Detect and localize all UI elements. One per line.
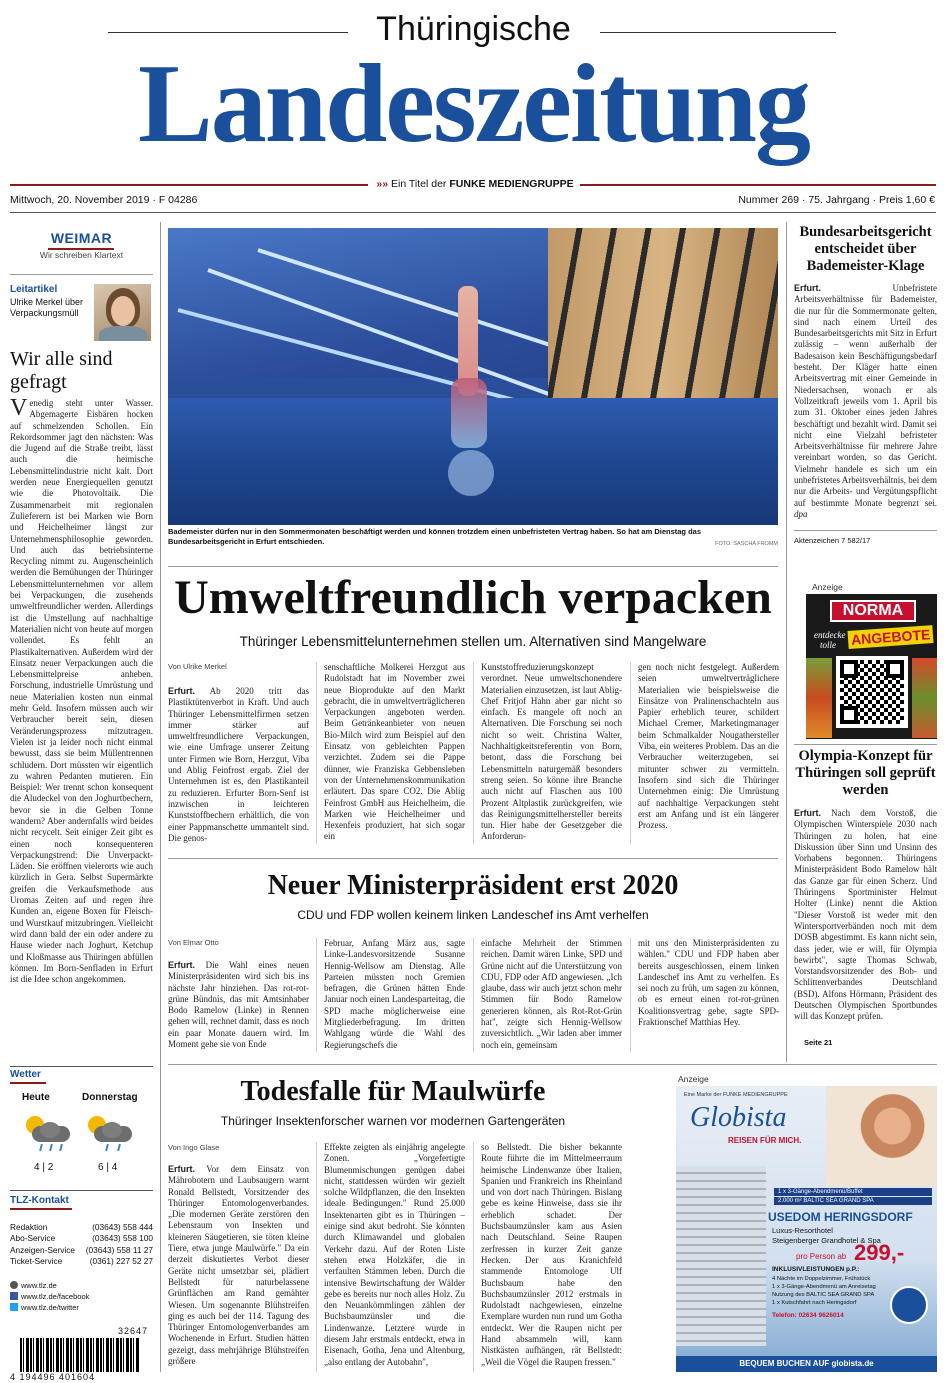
lead-col-rule-1 bbox=[316, 662, 317, 844]
second-col-3: einfache Mehrheit der Stimmen reichen. Damit wären Linke, SPD und Grüne nicht auf die Unterstützung von CDU, FDP oder AfD angewiesen. „Ich glaube, dass wir auch jetzt schon mehr Stimmen für Bodo Ramelow generieren können, als Rot-Rot-Grün hat", zeigte sich Hennig-Wellsow zuversichtlich. „Wir laden aber immer noch ein, gemeinsam bbox=[481, 938, 622, 1050]
right-story-signoff: dpa bbox=[794, 508, 808, 519]
photo-credit: FOTO: SASCHA FROMM bbox=[715, 541, 778, 547]
third-col-3: so Bellstedt. Die bisher bekannte Route führte die im Mittelmeerraum heimische Lindenwanze über Italien, Spanien und Frankreich ins Rheinland und von dort nach Thüringen. Bislang gebe es keine Hinweise, dass sie ihr erheblich schadet. Der Buchsbaumzünsler kam aus Asien nach Deutschland. Seine Raupen zerfressen in kurzer Zeit ganze Hecken. Der aus Kranichfeld stammende Entomologe Ulf Buchsbaum habe den Buchsbaumzünsler 2012 erstmals in Rudolstadt nachgewiesen, einzelne Exemplare wurden nun rund um Gotha entdeckt. Wer die Raupen nicht per Hand absammeln will, kann Nistkästen aufhängen, rät Bellstedt: „Weil die Vögel die Raupen fressen." bbox=[481, 1142, 622, 1367]
lead-col-4: gen noch nicht festgelegt. Außerdem seien umweltverträglichere Materialien wie beispielsweise die Einsätze von Pralinenschachteln aus Papier erheblich teurer, schildert Michael Cremer, Marketingmanager beim Schmalkalder Nougathersteller Viba, ein weiteres Problem. Das an die Verbraucher weiterzugeben, sei mitunter schwer zu vermitteln. Insofern sind sich die Thüringer Unternehmen einig: Die Umrüstung auf nachhaltige Verpackungen steht erst am Anfang und ist ein längerer Prozess. bbox=[638, 662, 779, 831]
web-link[interactable]: www.tlz.de bbox=[10, 1280, 89, 1291]
second-subhead: CDU und FDP wollen keinem linken Landeschef ins Amt verhelfen bbox=[297, 908, 649, 922]
globista-tagline: REISEN FÜR MICH. bbox=[728, 1136, 802, 1145]
third-top-rule bbox=[168, 1064, 937, 1065]
portrait-face bbox=[111, 296, 135, 326]
globista-logo: Globista bbox=[690, 1102, 787, 1133]
local-edition-title: WEIMAR bbox=[50, 230, 113, 246]
barcode-bottom-number: 4 194496 401604 bbox=[10, 1372, 96, 1382]
second-headline: Neuer Ministerpräsident erst 2020 bbox=[267, 870, 679, 901]
olympia-dateline: Erfurt. bbox=[794, 808, 821, 818]
leitartikel-text: enedig steht unter Wasser. Abgemagerte Eisbären hocken auf schmelzenden Schollen. Ein Rekordsommer jagt den nächsten: Was die Jugend auf die Straße treibt, lässt auch die heimische Lebensmittelindustrie nicht kalt. Dort werden neue Energiequellen genutzt wie die Photovoltaik. Die Zusammenarbeit mit regionalen Zulieferern ist bei Marken wie Born und Heichelheimer längst zur Unternehmensphilosophie geworden. Und auch das betriebsinterne Recycling nimmt zu. Augenscheinlich werden die Bemühungen der Thüringer Lebensmittelunternehmen vor allem bei Verpackungen, die zusehends umweltfreundlicher werden. Allerdings ist die Umstellung auf nachhaltige Materialien nicht von heute auf morgen vollendet. Es fehlt an Plastikalternativen. Außerdem wird der Einsatz neuer Verpackungen auch die Lebensmittelpreise anheben. Forschung, industrielle Umrüstung und neue Materialien kosten nun einmal mehr Geld. Insofern müssen auch wir Verbraucher bereit sein, diesen Veränderungsprozess mitzutragen. Vielen ist ja leider noch nicht einmal bewusst, dass sie beim Müllentrennen schludern. Dort müssten wir eigentlich zu wahren Pedanten mutieren. Ein Beispiel: Wer trennt schon konsequent die Aludeckel von den Joghurtbechern, bevor sie in die Gelben Tonne wandern? Aber andernfalls wird beides nicht recycelt. Seit einiger Zeit gibt es einen noch konsequenteren Verpackungstrend: Die Unverpackt-Läden. Sie eröffnen vielerorts wie auch kürzlich in Gera. Selbst Supermärkte greifen die Verkaufsmethode aus Uromas Zeiten auf und regen ihre Kunden an, eigene Boxen für Fleisch- und Wurstkauf mitzubringen. Vielleicht wird dann bald der ein oder andere zu Hause wieder nach Joghurt, Ketchup und Kloßmasse aus Thüringen abfüllen können. Im Born-Senfladen in Erfurt ist die Idee schon angekommen. bbox=[10, 398, 153, 985]
contact-row: Redaktion (03643) 558 444 bbox=[10, 1222, 153, 1232]
left-sidebar bbox=[10, 222, 153, 1382]
weather-temp2: 6 | 4 bbox=[98, 1162, 118, 1173]
norma-produce-right bbox=[912, 658, 937, 738]
norma-slogan-top: entdecke bbox=[814, 630, 846, 640]
right-story bbox=[794, 224, 937, 545]
lead-col-2: senschaftliche Molkerei Herzgut aus Rudolstadt hat im November zwei neue Bioprodukte auf den Markt gebracht, die in umweltverträglicheren Verpackungen angeboten werden. Beim Getränkeanbieter von neuen Bio-Milch wird zum Beispiel auf den Einsatz von gebleichten Pappen verzichtet. Zudem sei die Pappe dünner, wie Franziska Gebbensleben von der Unternehmenskommunikation erläutert. Das spare CO2. Die Ablig Feinfrost GmbH aus Heichelheim, die Marken wie Heichelheimer und Hexenfeis produziert, hat sich sogar ein bbox=[324, 662, 465, 842]
masthead-rule-red-left bbox=[10, 184, 368, 186]
contact-row: Abo-Service (03643) 558 100 bbox=[10, 1233, 153, 1244]
right-column-rule bbox=[786, 222, 787, 1062]
publisher-prefix: Ein Titel der bbox=[390, 178, 447, 190]
photo-caption-text: Bademeister dürfen nur in den Sommermonaten beschäftigt werden und können trotzdem einen unbefristeten Vertrag haben. So hat am Dienstag das Bundesarbeitsgericht in Erfurt entschieden. bbox=[168, 527, 702, 546]
contact-row: Anzeigen-Service (03643) 558 11 27 bbox=[10, 1244, 153, 1255]
twitter-icon bbox=[10, 1303, 18, 1311]
second-byline: Von Elmar Otto bbox=[168, 938, 219, 947]
globista-bullet2: 2.000 m² BALTIC SEA GRAND SPA bbox=[774, 1197, 932, 1205]
sun-cloud-rain-icon-2 bbox=[86, 1114, 136, 1154]
portrait-shoulders bbox=[99, 326, 147, 341]
globista-price: 299,- bbox=[854, 1240, 905, 1265]
issue-line: Nummer 269 · 75. Jahrgang · Preis 1,60 € bbox=[738, 194, 935, 206]
third-col-rule-1 bbox=[316, 1142, 317, 1372]
contact-row: Ticket-Service (0361) 227 52 27 bbox=[10, 1255, 153, 1266]
contact-title: TLZ-Kontakt bbox=[10, 1195, 69, 1206]
left-column-rule bbox=[160, 222, 161, 1372]
globista-incl-item: Nutzung des BALTIC SEA GRAND SPA bbox=[772, 1292, 875, 1298]
masthead bbox=[0, 0, 947, 215]
third-subhead: Thüringer Insektenforscher warnen vor modernen Gartengeräten bbox=[220, 1114, 566, 1128]
lead-headline: Umweltfreundlich verpacken bbox=[174, 571, 772, 624]
right-story-ref: Aktenzeichen 7 582/17 bbox=[794, 536, 871, 545]
publisher-name: FUNKE MEDIENGRUPPE bbox=[449, 178, 574, 190]
olympia-top-rule bbox=[794, 744, 937, 745]
second-col-rule-3 bbox=[630, 938, 631, 1052]
leitartikel-body bbox=[10, 398, 153, 1054]
leitartikel-dropcap: V bbox=[10, 398, 28, 421]
sidebar-rule-1 bbox=[10, 274, 153, 275]
lead-subhead: Thüringer Lebensmittelunternehmen stellen um. Alternativen sind Mangelware bbox=[239, 634, 707, 649]
local-edition-tagline: Wir schreiben Klartext bbox=[39, 250, 124, 260]
globista-hotel-sub2: Steigenberger Grandhotel & Spa bbox=[772, 1236, 881, 1245]
photo-diver-body bbox=[451, 378, 487, 448]
globista-ad-label: Anzeige bbox=[678, 1074, 709, 1084]
sun-cloud-rain-icon bbox=[24, 1114, 74, 1154]
second-col-1: Erfurt. Die Wahl eines neuen Ministerpräsidenten wird sich bis ins nächste Jahr hinziehen. Das rot-rot-grüne Bündnis, das mit Amtsinhaber Bodo Ramelow (Linke) in Rennen gehen will, rechnet damit, dass es noch ein paar Monate dauern wird. Im Moment gehe sie von Ende bbox=[168, 960, 309, 1050]
diving-photo bbox=[168, 228, 778, 525]
lead-top-rule bbox=[168, 566, 778, 567]
globista-ad[interactable] bbox=[676, 1086, 937, 1372]
weather-day2: Donnerstag bbox=[82, 1092, 138, 1103]
norma-ad-label: Anzeige bbox=[812, 582, 843, 592]
barcode bbox=[20, 1338, 140, 1372]
right-story-headline: Bundesarbeitsgericht entscheidet über Bademeister-Klage bbox=[799, 224, 932, 274]
norma-angebote: ANGEBOTE bbox=[847, 625, 933, 649]
weather-title-underline bbox=[10, 1082, 46, 1084]
right-story-text: Unbefristete Arbeitsverhältnisse für Bademeister, die nur für die Sommermonate gelten, sind nach einem Urteil des Bundesarbeitsgerichts mit Sitz in Erfurt zulässig – wenn außerhalb der Badesaison kein Beschäftigungsbedarf besteht. Der Kläger hatte einen Arbeitsvertrag mit einer Gemeinde in Niedersachsen, wonach er als Vollzeitkraft jeweils vom 1. April bis zum 31. Oktober eines jeden Jahres beschäftigt und bezahlt wird. Damit sei nicht eine Vielzahl befristeter Arbeitsverhältnisse für mehrere Jahre vereinbart worden, so das Gericht. Vielmehr handele es sich um ein unbefristetes Arbeitsverhältnis, bei dem nur die Arbeits- und Vergütungspflicht auf bestimmte Monate begrenzt sei. bbox=[794, 283, 937, 508]
globe-icon bbox=[10, 1281, 18, 1289]
date-line: Mittwoch, 20. November 2019 · F 04286 bbox=[10, 194, 198, 206]
barcode-top-number: 32647 bbox=[118, 1326, 149, 1336]
globista-phone: Telefon: 02634 9626014 bbox=[772, 1312, 844, 1319]
lead-col-rule-2 bbox=[473, 662, 474, 844]
contact-list bbox=[10, 1222, 153, 1267]
olympia-text: Nach dem Vorstoß, die Olympischen Winterspiele 2030 nach Thüringen zu holen, hat eine Diskussion über Sinn und Unsinn des Vorhabens begonnen. Thüringens Ministerpräsident Bodo Ramelow hält das Ganze gar für einen Scherz. Und Thüringens Sportminister Helmut Holter (Linke) nennt die Aktion "Dieser Vorstoß ist weder mit den Wintersportverbänden noch mit dem DOSB abgestimmt. Es kann nicht sein, dass jeder, wie er will, für Olympia bewirbt", sagte Thomas Schwab, Vorstandsvorsitzender des Bob- und Schlittenverbandes Deutschland (BSD). Alfons Hörmann, Präsident des Deutschen Olympischen Sportbundes will das Konzept prüfen. bbox=[794, 808, 937, 1022]
leitartikel-author: Ulrike Merkel über Verpackungsmüll bbox=[10, 297, 84, 318]
globista-bullet1: 1 x 3-Gänge-Abendmenü/Buffet bbox=[774, 1188, 932, 1196]
olympia-headline: Olympia-Konzept für Thüringen soll geprüft werden bbox=[795, 748, 936, 798]
right-story-dateline: Erfurt. bbox=[794, 283, 821, 293]
lead-byline: Von Ulrike Merkel bbox=[168, 662, 227, 671]
lead-col-3: Kunststoffreduzierungskonzept verordnet. Neue umweltschonendere Materialien einzusetzen, ist laut Ablig-Chef Fritjof Hahn aber gar nicht so einfach. Es mangele oft noch an Alternativen. Die Forschung sei noch nicht so weit. Christina Walter, Nachhaltigkeitsreferentin von Born, betont, dass die Forschung bei Lebensmitteln naturgemäß besonders streng seien. So könne ihre Branche auch nicht auf Flaschen aus 100 Prozent Altplastik zurückgreifen, wie das Reinigungsmittelhersteller bereits tun. Hier habe der Gesetzgeber die Anforderun- bbox=[481, 662, 622, 842]
publisher-arrows-icon: »» bbox=[376, 178, 389, 190]
lead-col-rule-3 bbox=[630, 662, 631, 844]
weather-temp1: 4 | 2 bbox=[34, 1162, 54, 1173]
third-headline: Todesfalle für Maulwürfe bbox=[240, 1076, 546, 1107]
globista-incl-list bbox=[772, 1275, 882, 1307]
second-col-rule-1 bbox=[316, 938, 317, 1052]
twitter-link[interactable]: www.tlz.de/twitter bbox=[10, 1302, 89, 1313]
masthead-small-title: Thüringische bbox=[376, 10, 571, 48]
olympia-page-ref[interactable]: Seite 21 bbox=[804, 1038, 833, 1047]
globista-incl-item: 1 x Kutschfahrt nach Heringsdorf bbox=[772, 1300, 857, 1306]
right-story-ref-rule bbox=[794, 530, 937, 531]
social-links bbox=[10, 1280, 89, 1313]
globista-funke-line: Eine Marke der FUNKE MEDIENGRUPPE bbox=[684, 1092, 788, 1098]
local-edition-rule bbox=[48, 248, 114, 250]
second-top-rule bbox=[168, 858, 778, 859]
facebook-icon bbox=[10, 1292, 18, 1300]
weather-title: Wetter bbox=[10, 1069, 41, 1080]
olympia-body bbox=[794, 808, 937, 1034]
second-col-4: mit uns den Ministerpräsidenten zu wählen." CDU und FDP haben aber bereits ausgeschlossen, einem linken Landeschef ins Amt zu verhelfen. Es sei noch zu früh, um sagen zu können, ob es erneut einen rot-rot-grünen Koalitionsvertrag gebe, sagte SPD-Fraktionschef Matthias Hey. bbox=[638, 938, 779, 1028]
second-col-2: Februar, Anfang März aus, sagte Linke-Landesvorsitzende Susanne Hennig-Wellsow am Dienstag. Alle Parteien müssten noch Gremien befragen, die Grünen hätten Ende Januar noch einen Landesparteitag, die SPD mache möglicherweise eine Mitgliederbefragung. Im dritten Wahlgang würde die Wahl des Regierungschefs die bbox=[324, 938, 465, 1050]
globista-badge bbox=[890, 1286, 928, 1324]
globista-incl-item: 4 Nächte im Doppelzimmer, Frühstück bbox=[772, 1276, 871, 1282]
masthead-big-title: Landeszeitung bbox=[138, 42, 809, 166]
globista-hotel-sub1: Luxus-Resorthotel bbox=[772, 1226, 833, 1235]
facebook-link[interactable]: www.tlz.de/facebook bbox=[10, 1291, 89, 1302]
leitartikel-headline: Wir alle sind gefragt bbox=[10, 348, 113, 393]
globista-hotel-photo bbox=[676, 1166, 766, 1346]
lead-col-1: Erfurt. Ab 2020 tritt das Plastiktütenverbot in Kraft. Und auch Thüringer Lebensmittelfirmen setzen immer stärker auf umweltfreundlichere Verpackungen, wie eine Umfrage unserer Zeitung unter Firmen wie Born, Herzgut, Viba und Ablig Feinfrost ergab. Ziel der Unternehmen ist es, den Plastikanteil zu reduzieren. Erfurter Born-Senf ist inzwischen in leichteren Kunststoffbechern erhältlich, die von einer Pappmanschette ummantelt sind. Die genos- bbox=[168, 686, 309, 843]
globista-hotel: USEDOM HERINGSDORF bbox=[768, 1210, 913, 1224]
photo-caption bbox=[168, 527, 778, 549]
globista-footer[interactable]: BEQUEM BUCHEN AUF globista.de bbox=[676, 1356, 937, 1372]
masthead-rule-red-right bbox=[580, 184, 936, 186]
contact-title-underline bbox=[10, 1208, 72, 1210]
globista-price-prefix: pro Person ab bbox=[796, 1252, 847, 1261]
third-col-rule-2 bbox=[473, 1142, 474, 1372]
second-col-rule-2 bbox=[473, 938, 474, 1052]
norma-logo: NORMA bbox=[830, 600, 916, 622]
norma-slogan-bottom: tolle bbox=[820, 640, 836, 650]
norma-ad[interactable] bbox=[806, 594, 937, 739]
right-story-body bbox=[794, 283, 937, 523]
publisher-line bbox=[370, 178, 580, 190]
leitartikel-kicker: Leitartikel bbox=[10, 284, 58, 295]
norma-produce-left bbox=[806, 658, 832, 738]
masthead-rule-bottom bbox=[10, 212, 936, 213]
contact-rule bbox=[10, 1190, 153, 1191]
norma-qr-code bbox=[836, 656, 908, 728]
weather-day1: Heute bbox=[22, 1092, 50, 1103]
author-portrait bbox=[94, 284, 151, 341]
globista-incl-title: INKLUSIVLEISTUNGEN p.P.: bbox=[772, 1266, 860, 1273]
globista-incl-item: 1 x 3-Gänge-Abendmenü am Anreisetag bbox=[772, 1284, 876, 1290]
globista-spa-photo bbox=[826, 1086, 937, 1186]
third-col-1: Erfurt. Vor dem Einsatz von Mährobotern und Laubsaugern warnt Ronald Bellstedt, Vorsitzender des Thüringer Entomologenverbandes. „Die modernen Geräte zerstören den Lebensraum von Insekten und kleineren Säugetieren, sie töten kleine Tiere, etwa junge Maulwürfe." Da ein derzeit diskutiertes Verbot dieser Geräte nicht umsetzbar sei, plädiert Bellstedt für naturbelassene Grünflächen am Rand gemähter Wiesen. Um sogenannte Blühstreifen ging es auch bei der 114. Tagung des Thüringer Entomologenverbandes am Wochenende in Erfurt. Studien hätten gezeigt, dass mehrjährige Blühstreifen größere bbox=[168, 1164, 309, 1367]
third-byline: Von Ingo Glase bbox=[168, 1143, 220, 1152]
weather-rule bbox=[10, 1066, 153, 1067]
photo-diver-reflection bbox=[448, 450, 494, 496]
third-col-2: Effekte zeigten als einjährig angelegte Zonen. „Vorgefertigte Blumenmischungen genügen dabei nicht, stattdessen würden wir gezielt solche Wildpflanzen, die den Insekten ideale Bedingungen." Rund 25.000 Insektenarten gibt es in Thüringen – einige sind akut bedroht. Sie könnten durch Klimawandel und globalen Verkehr dazu. Auf der Roten Liste stehen etwa Holzkäfer, die in verfaulten Stämmen leben. Durch die intensive Bewirtschaftung der Wälder gebe es bereits nur noch alles Holz. Zu den Neuankömmlingen zählen der Buchsbaumzünsler und die Lindenwanze. Letztere wurde in diesem Jahr erstmals entdeckt, etwa in Eisenach, Gotha, Jena und Altenburg, „also entlang der Autobahn", bbox=[324, 1142, 465, 1367]
